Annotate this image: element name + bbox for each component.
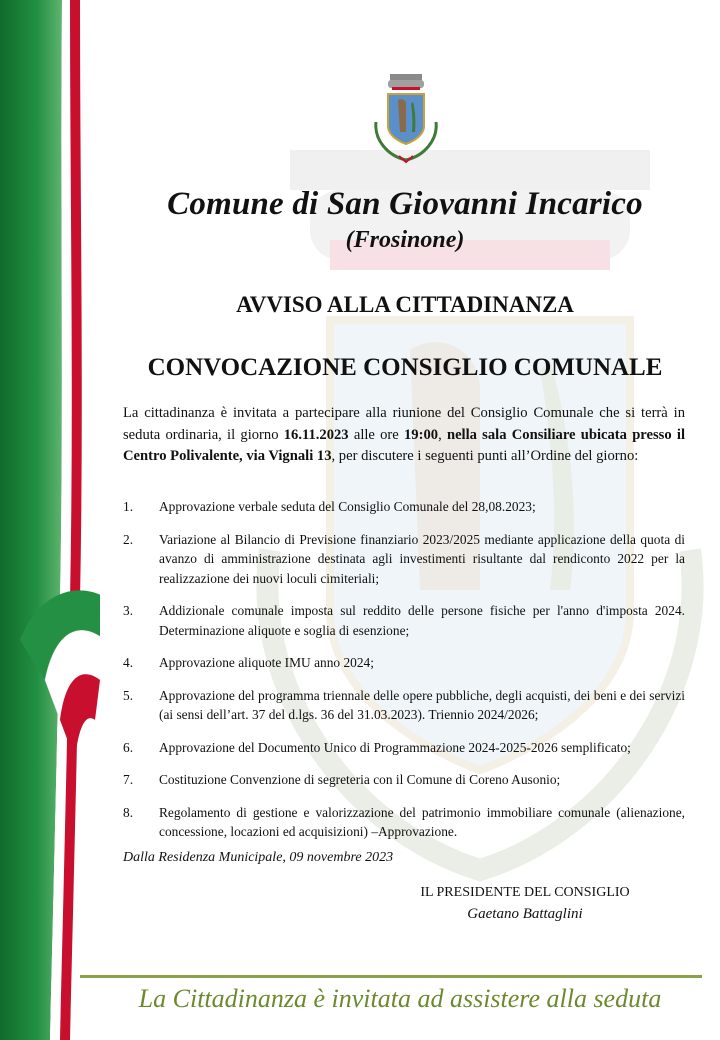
agenda-item-number: 3. <box>123 603 134 618</box>
agenda-item <box>123 770 685 790</box>
agenda-item-text: Addizionale comunale imposta sul reddito delle persone fisiche per l'anno d'imposta 2024. Determinazione aliquote e soglia di esenzione; <box>159 603 685 638</box>
agenda-item-text: Regolamento di gestione e valorizzazione del patrimonio immobiliare comunale (alienazione, concessione, locazioni ed acquisizioni) –Approvazione. <box>159 804 685 839</box>
agenda-item-number: 2. <box>123 531 134 547</box>
italian-flag-band <box>0 0 100 1040</box>
municipality-title: Comune di San Giovanni Incarico <box>167 186 643 222</box>
agenda-item <box>123 601 685 640</box>
notice-heading: AVVISO ALLA CITTADINANZA <box>236 292 574 317</box>
agenda-item-number: 5. <box>123 687 134 703</box>
meeting-time: 19:00 <box>404 426 439 443</box>
agenda-list <box>123 497 685 855</box>
meeting-location: nella sala Consiliare ubicata presso il Centro Polivalente, via Vignali 13 <box>123 426 685 464</box>
agenda-item <box>123 497 685 517</box>
agenda-item-text: Approvazione del programma triennale delle opere pubbliche, degli acquisti, dei beni e dei servizi (ai sensi dell’art. 37 del d.lgs. 36 del 31.03.2023). Triennio 2024/2026; <box>159 687 685 722</box>
province-subtitle: (Frosinone) <box>345 227 465 253</box>
footer-invitation: La Cittadinanza è invitata ad assistere alla seduta <box>138 984 662 1013</box>
agenda-item-number: 7. <box>123 772 134 787</box>
agenda-item-number: 6. <box>123 739 134 755</box>
agenda-item <box>123 530 685 589</box>
agenda-item-number: 8. <box>123 804 134 820</box>
agenda-item-text: Approvazione aliquote IMU anno 2024; <box>159 655 374 670</box>
intro-text-1: La cittadinanza è invitata a partecipare alla riunione del Consiglio Comunale che si terrà in seduta ordinaria, il giorno <box>123 405 685 443</box>
agenda-item-number: 1. <box>123 499 134 514</box>
agenda-item <box>123 653 685 673</box>
intro-text-2: alle ore <box>348 426 404 443</box>
intro-text-4: , per discutere i seguenti punti all’Ordine del giorno: <box>331 448 639 464</box>
meeting-date: 16.11.2023 <box>283 426 349 443</box>
agenda-item-text: Approvazione del Documento Unico di Programmazione 2024-2025-2026 semplificato; <box>159 739 631 755</box>
signature-role: IL PRESIDENTE DEL CONSIGLIO <box>420 885 630 900</box>
intro-text-3: , <box>438 426 447 443</box>
agenda-item-number: 4. <box>123 655 134 670</box>
agenda-item <box>123 803 685 842</box>
agenda-item-text: Variazione al Bilancio di Previsione finanziario 2023/2025 mediante applicazione della quota di avanzo di amministrazione destinata agli investimenti risultante dal rendiconto 2022 per la realizzazione dei nuovi loculi cimiteriali; <box>159 531 685 586</box>
agenda-item <box>123 738 685 758</box>
intro-paragraph <box>123 403 685 468</box>
municipal-crest-icon <box>366 70 446 170</box>
agenda-item-text: Costituzione Convenzione di segreteria con il Comune di Coreno Ausonio; <box>159 772 561 787</box>
issue-date-line: Dalla Residenza Municipale, 09 novembre 2023 <box>123 850 394 865</box>
signature-name: Gaetano Battaglini <box>467 906 583 922</box>
notice-subheading: CONVOCAZIONE CONSIGLIO COMUNALE <box>147 354 663 381</box>
agenda-item-text: Approvazione verbale seduta del Consiglio Comunale del 28,08.2023; <box>159 499 536 514</box>
footer-divider <box>80 975 702 978</box>
agenda-item <box>123 686 685 725</box>
